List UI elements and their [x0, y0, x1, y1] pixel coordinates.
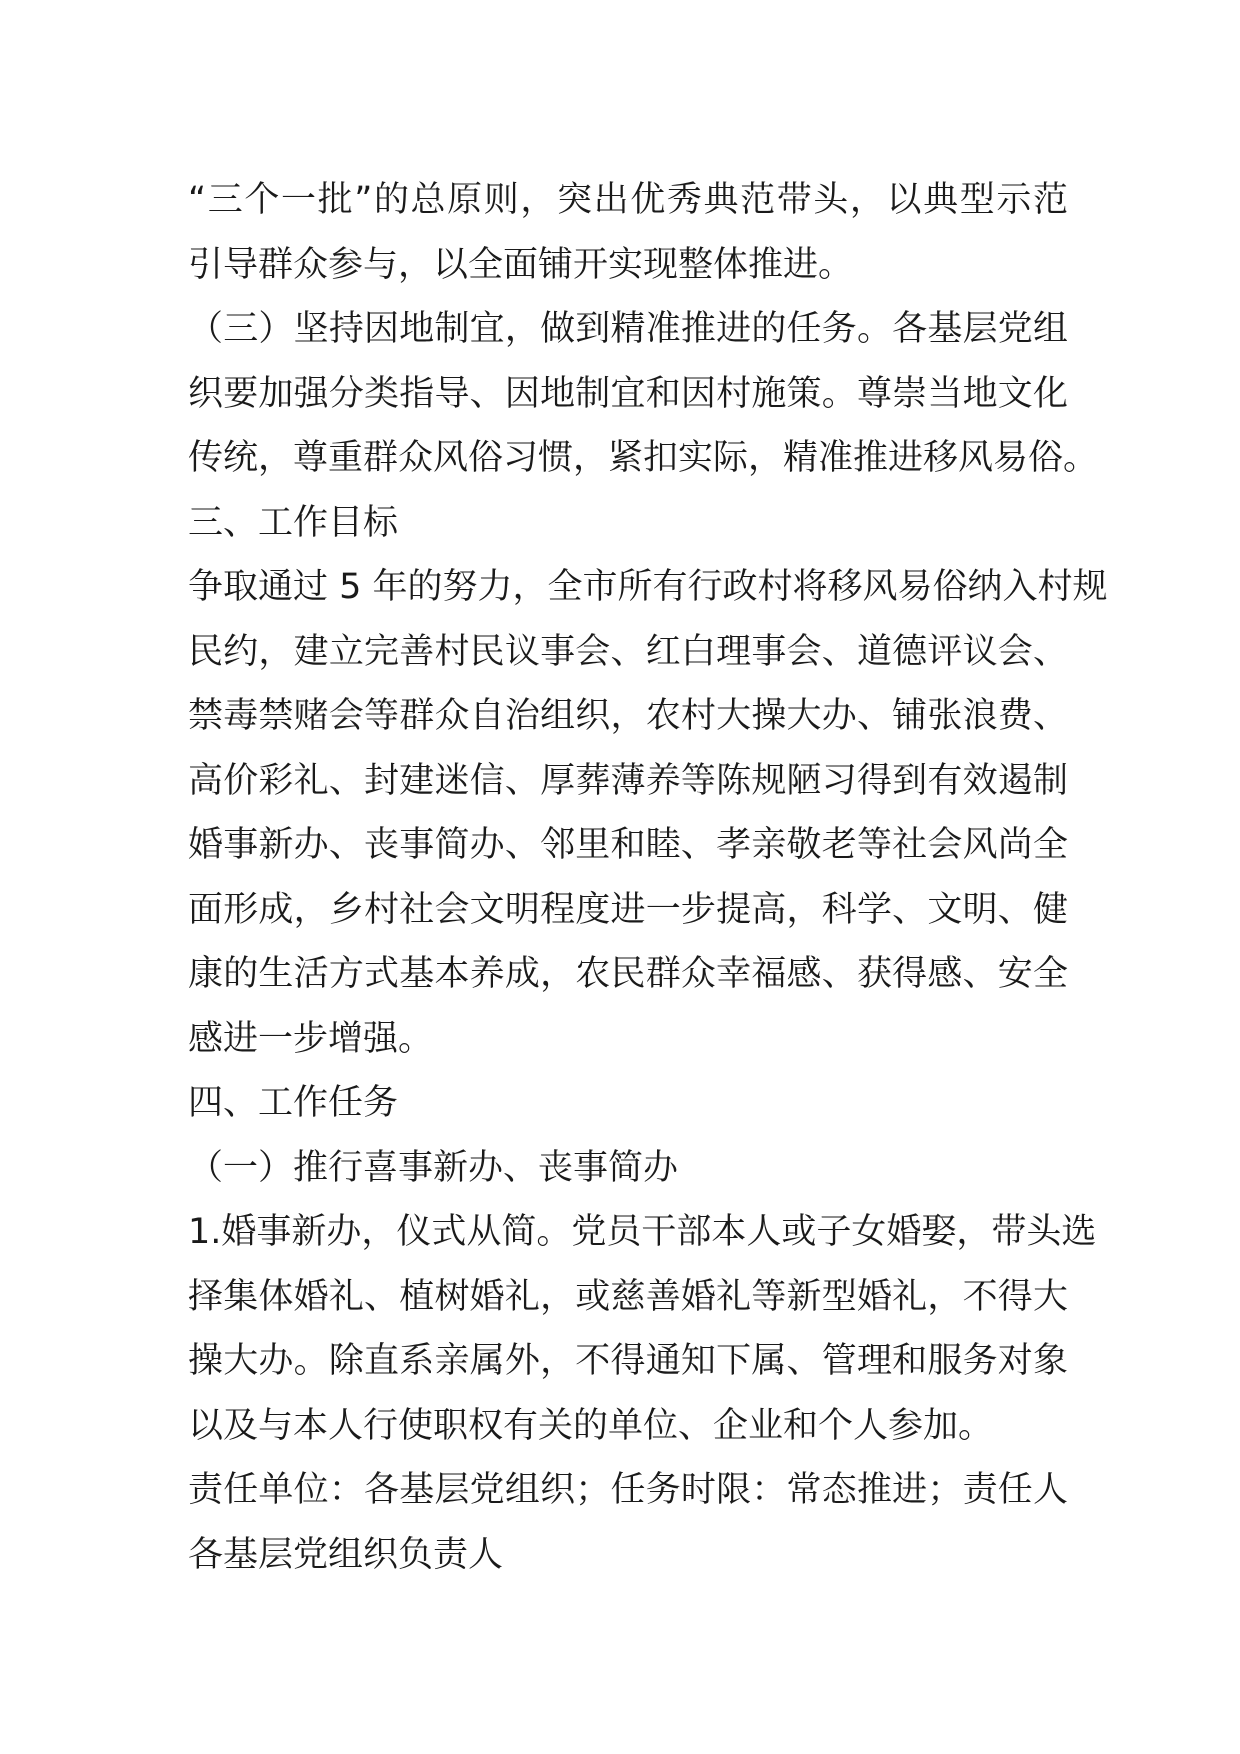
section-3-heading-line: （三）坚持因地制宜，做到精准推进的任务。各基层党组 [188, 309, 1068, 349]
body-line-1: “三个一批”的总原则，突出优秀典范带头，以典型示范 [188, 180, 1068, 220]
responsibility-line: 责任单位：各基层党组织；任务时限：常态推进；责任人 [188, 1470, 1068, 1510]
body-line-7: 争取通过 5 年的努力，全市所有行政村将移风易俗纳入村规 [188, 567, 1108, 607]
heading-work-tasks: 四、工作任务 [188, 1083, 399, 1123]
body-line-8: 民约，建立完善村民议事会、红白理事会、道德评议会、 [188, 631, 1068, 672]
body-line-20: 以及与本人行使职权有关的单位、企业和个人参加。 [188, 1405, 994, 1446]
body-line-9: 禁毒禁赌会等群众自治组织，农村大操大办、铺张浪费、 [188, 696, 1068, 736]
heading-work-goals: 三、工作目标 [188, 502, 399, 543]
body-line-18: 择集体婚礼、植树婚礼，或慈善婚礼等新型婚礼，不得大 [188, 1276, 1068, 1317]
body-line-11: 婚事新办、丧事简办、邻里和睦、孝亲敬老等社会风尚全 [188, 825, 1068, 865]
responsibility-person-line: 各基层党组织负责人 [188, 1534, 504, 1575]
subheading-task-1: （一）推行喜事新办、丧事简办 [188, 1147, 679, 1188]
body-line-10: 高价彩礼、封建迷信、厚葬薄养等陈规陋习得到有效遏制 [188, 760, 1068, 801]
body-line-5: 传统，尊重群众风俗习惯，紧扣实际，精准推进移风易俗。 [188, 438, 1099, 478]
body-line-19: 操大办。除直系亲属外，不得通知下属、管理和服务对象 [188, 1341, 1068, 1381]
body-line-14: 感进一步增强。 [188, 1018, 434, 1059]
body-line-13: 康的生活方式基本养成，农民群众幸福感、获得感、安全 [188, 954, 1068, 994]
body-line-17: 1.婚事新办，仪式从简。党员干部本人或子女婚娶，带头选 [188, 1212, 1097, 1252]
body-line-12: 面形成，乡村社会文明程度进一步提高，科学、文明、健 [188, 889, 1068, 930]
document-body [188, 168, 1108, 1587]
body-line-2: 引导群众参与，以全面铺开实现整体推进。 [188, 244, 854, 285]
body-line-4: 织要加强分类指导、因地制宜和因村施策。尊崇当地文化 [188, 373, 1068, 414]
